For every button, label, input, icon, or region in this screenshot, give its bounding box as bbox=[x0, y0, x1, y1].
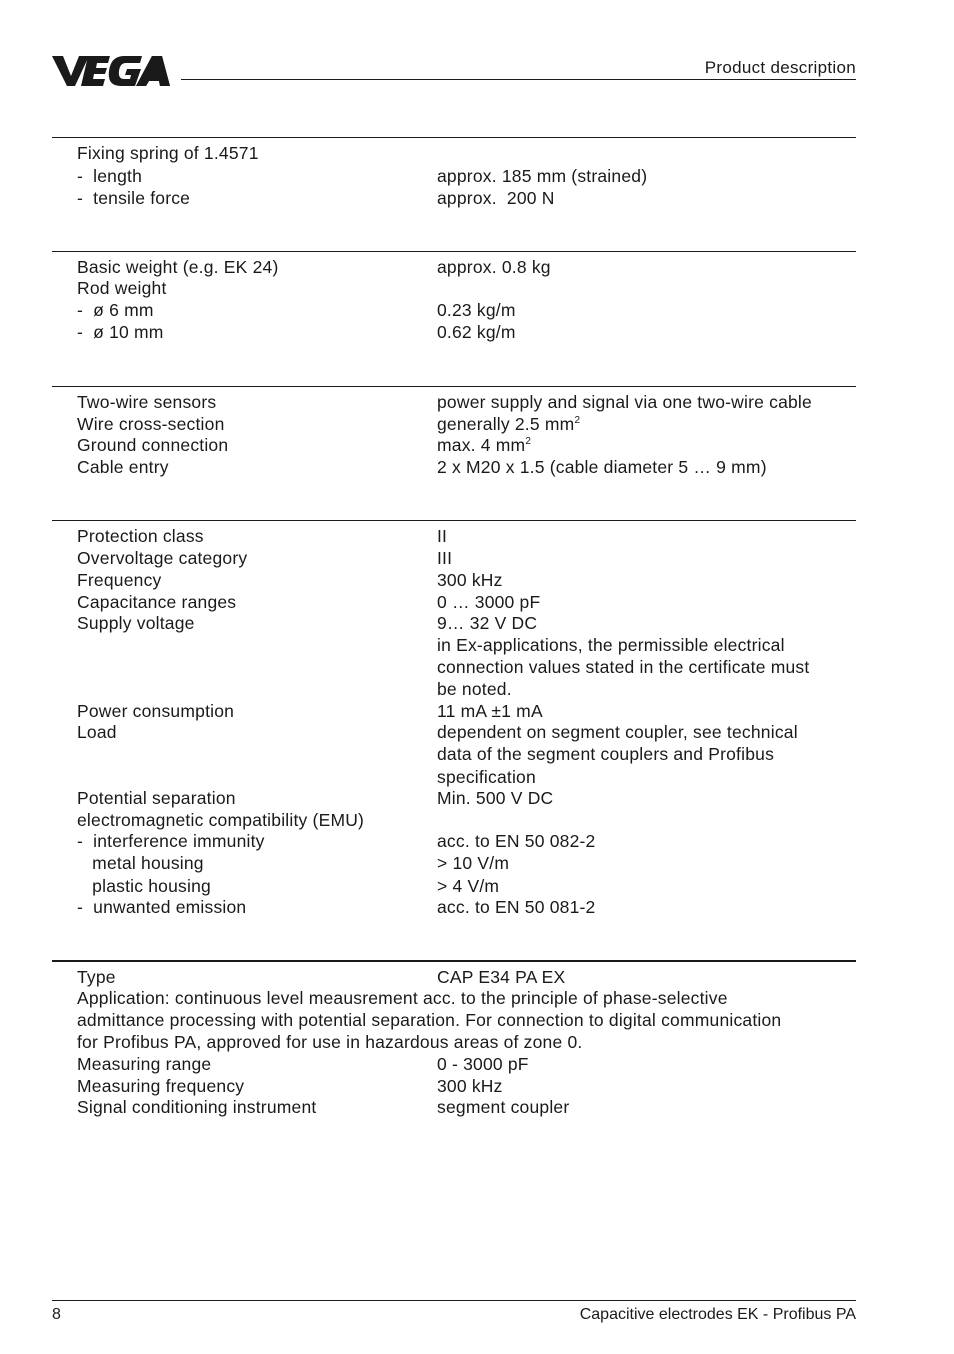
spec-label: Measuring frequency bbox=[77, 1076, 245, 1096]
spec-row bbox=[0, 142, 954, 164]
spec-value: be noted. bbox=[437, 679, 512, 699]
spec-label: - ø 6 mm bbox=[77, 300, 154, 320]
type-value: CAP E34 PA EX bbox=[437, 967, 566, 987]
spec-value: data of the segment couplers and Profibus bbox=[437, 744, 775, 764]
application-line: admittance processing with potential separation. For connection to digital communication bbox=[77, 1010, 782, 1030]
section-divider bbox=[52, 960, 856, 962]
spec-label: Fixing spring of 1.4571 bbox=[77, 143, 259, 163]
spec-value: generally 2.5 mm bbox=[437, 414, 575, 434]
spec-value: 0.62 kg/m bbox=[437, 322, 516, 342]
section-divider bbox=[52, 137, 856, 138]
application-description bbox=[77, 987, 847, 1053]
spec-value: max. 4 mm bbox=[437, 435, 526, 455]
spec-label: Frequency bbox=[77, 570, 162, 590]
section-divider bbox=[52, 251, 856, 252]
spec-label: Wire cross-section bbox=[77, 414, 225, 434]
spec-label: Overvoltage category bbox=[77, 548, 248, 568]
spec-row bbox=[0, 277, 954, 299]
spec-label: Power consumption bbox=[77, 701, 235, 721]
spec-label: Potential separation bbox=[77, 788, 236, 808]
spec-row bbox=[0, 656, 954, 678]
spec-row bbox=[0, 1096, 954, 1118]
spec-label: - ø 10 mm bbox=[77, 322, 164, 342]
section-divider bbox=[52, 520, 856, 521]
spec-label: Capacitance ranges bbox=[77, 592, 237, 612]
spec-label: - tensile force bbox=[77, 188, 191, 208]
spec-value: 11 mA ±1 mA bbox=[437, 701, 543, 721]
spec-value: segment coupler bbox=[437, 1097, 570, 1117]
spec-row bbox=[0, 678, 954, 700]
spec-label: electromagnetic compatibility (EMU) bbox=[77, 810, 365, 830]
page-number: 8 bbox=[52, 1306, 61, 1323]
section-title: Product description bbox=[704, 58, 856, 77]
spec-value: 9… 32 V DC bbox=[437, 613, 538, 633]
spec-row bbox=[0, 456, 954, 478]
spec-row bbox=[0, 612, 954, 634]
application-line: for Profibus PA, approved for use in hazardous areas of zone 0. bbox=[77, 1032, 583, 1052]
spec-row bbox=[0, 809, 954, 831]
spec-value: dependent on segment coupler, see technical bbox=[437, 722, 798, 742]
spec-value: II bbox=[437, 526, 448, 546]
spec-row bbox=[0, 766, 954, 788]
spec-row bbox=[0, 165, 954, 187]
spec-label: - interference immunity bbox=[77, 831, 265, 851]
spec-row bbox=[0, 721, 954, 743]
spec-value: > 4 V/m bbox=[437, 876, 500, 896]
spec-row bbox=[0, 591, 954, 613]
spec-row bbox=[0, 634, 954, 656]
spec-row bbox=[0, 299, 954, 321]
document-title: Capacitive electrodes EK - Profibus PA bbox=[579, 1306, 856, 1323]
type-label: Type bbox=[77, 967, 116, 987]
spec-row bbox=[0, 547, 954, 569]
spec-label: Cable entry bbox=[77, 457, 169, 477]
spec-label: metal housing bbox=[77, 853, 204, 873]
spec-label: Basic weight (e.g. EK 24) bbox=[77, 257, 279, 277]
spec-value: 0 … 3000 pF bbox=[437, 592, 541, 612]
vega-logo bbox=[52, 50, 172, 90]
spec-value: in Ex-applications, the permissible electrical bbox=[437, 635, 785, 655]
spec-value: acc. to EN 50 081-2 bbox=[437, 897, 596, 917]
spec-label: Two-wire sensors bbox=[77, 392, 217, 412]
spec-row bbox=[0, 391, 954, 413]
spec-value: connection values stated in the certificate must bbox=[437, 657, 810, 677]
spec-row bbox=[0, 1053, 954, 1075]
spec-label: - length bbox=[77, 166, 143, 186]
spec-value: approx. 200 N bbox=[437, 188, 555, 208]
vega-logo-text: VEGA bbox=[52, 50, 55, 51]
footer-rule bbox=[52, 1300, 856, 1301]
spec-label: Protection class bbox=[77, 526, 204, 546]
spec-value: 2 x M20 x 1.5 (cable diameter 5 … 9 mm) bbox=[437, 457, 767, 477]
spec-label: Load bbox=[77, 722, 117, 742]
spec-row bbox=[0, 896, 954, 918]
spec-row bbox=[0, 569, 954, 591]
section-divider bbox=[52, 386, 856, 387]
spec-value: 300 kHz bbox=[437, 570, 503, 590]
spec-value-with-sup bbox=[437, 413, 580, 435]
spec-row bbox=[0, 700, 954, 722]
spec-row bbox=[0, 743, 954, 765]
spec-row bbox=[0, 321, 954, 343]
spec-value: 0 - 3000 pF bbox=[437, 1054, 529, 1074]
spec-value: > 10 V/m bbox=[437, 853, 510, 873]
spec-row bbox=[0, 1075, 954, 1097]
spec-label: Supply voltage bbox=[77, 613, 195, 633]
spec-value: III bbox=[437, 548, 453, 568]
spec-row bbox=[0, 256, 954, 278]
spec-row bbox=[0, 852, 954, 874]
spec-value: power supply and signal via one two-wire cable bbox=[437, 392, 812, 412]
spec-value: Min. 500 V DC bbox=[437, 788, 554, 808]
type-row bbox=[0, 966, 954, 988]
application-line: Application: continuous level meausrement acc. to the principle of phase-selective bbox=[77, 988, 728, 1008]
superscript: 2 bbox=[525, 436, 532, 447]
spec-label: Rod weight bbox=[77, 278, 167, 298]
spec-value-with-sup bbox=[437, 434, 531, 456]
spec-label: Ground connection bbox=[77, 435, 229, 455]
spec-value: approx. 185 mm (strained) bbox=[437, 166, 648, 186]
spec-row bbox=[0, 525, 954, 547]
spec-row bbox=[0, 187, 954, 209]
spec-row bbox=[0, 875, 954, 897]
spec-label: Measuring range bbox=[77, 1054, 212, 1074]
superscript: 2 bbox=[574, 415, 581, 426]
header-rule bbox=[181, 79, 856, 80]
spec-value: 300 kHz bbox=[437, 1076, 503, 1096]
spec-row bbox=[0, 787, 954, 809]
spec-row bbox=[0, 830, 954, 852]
spec-label: - unwanted emission bbox=[77, 897, 247, 917]
spec-value: 0.23 kg/m bbox=[437, 300, 516, 320]
spec-label: Signal conditioning instrument bbox=[77, 1097, 317, 1117]
spec-value: specification bbox=[437, 767, 536, 787]
spec-value: approx. 0.8 kg bbox=[437, 257, 551, 277]
spec-label: plastic housing bbox=[77, 876, 211, 896]
spec-row bbox=[0, 434, 954, 456]
spec-row bbox=[0, 413, 954, 435]
spec-value: acc. to EN 50 082-2 bbox=[437, 831, 596, 851]
